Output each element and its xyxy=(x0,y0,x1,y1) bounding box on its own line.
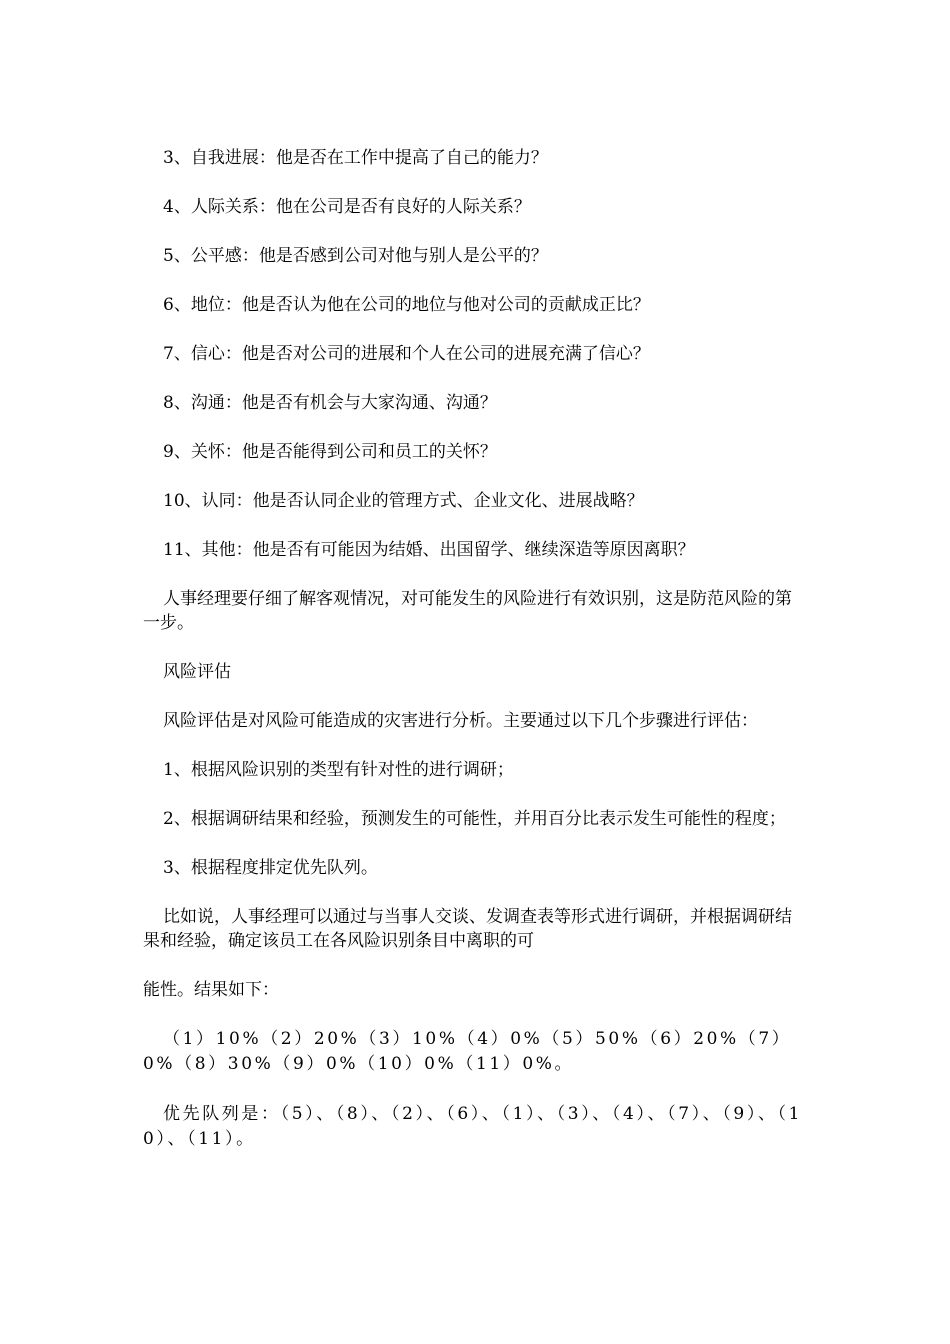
list-item: 4、人际关系：他在公司是否有良好的人际关系？ xyxy=(163,197,531,217)
section-heading: 风险评估 xyxy=(163,662,231,682)
list-item: 6、地位：他是否认为他在公司的地位与他对公司的贡献成正比？ xyxy=(163,295,650,315)
example-continuation: 能性。结果如下： xyxy=(143,980,279,1000)
list-item: 3、自我进展：他是否在工作中提高了自己的能力？ xyxy=(163,148,548,168)
list-item: 10、认同：他是否认同企业的管理方式、企业文化、进展战略？ xyxy=(163,491,644,511)
document-body xyxy=(143,146,808,1152)
list-item: 11、其他：他是否有可能因为结婚、出国留学、继续深造等原因离职？ xyxy=(163,540,695,560)
list-item: 9、关怀：他是否能得到公司和员工的关怀？ xyxy=(163,442,497,462)
list-item: 5、公平感：他是否感到公司对他与别人是公平的？ xyxy=(163,246,548,266)
list-item: 8、沟通：他是否有机会与大家沟通、沟通？ xyxy=(163,393,497,413)
step-item: 2、根据调研结果和经验，预测发生的可能性，并用百分比表示发生可能性的程度； xyxy=(163,809,786,829)
step-item: 3、根据程度排定优先队列。 xyxy=(163,858,378,878)
identification-note: 人事经理要仔细了解客观情况，对可能发生的风险进行有效识别，这是防范风险的第一步。 xyxy=(143,589,792,633)
list-item: 7、信心：他是否对公司的进展和个人在公司的进展充满了信心？ xyxy=(163,344,650,364)
results-paragraph: （1）10%（2）20%（3）10%（4）0%（5）50%（6）20%（7）0%（8）30%（9）0%（10）0%（11）0%。 xyxy=(143,1029,792,1074)
assessment-intro: 风险评估是对风险可能造成的灾害进行分析。主要通过以下几个步骤进行评估： xyxy=(163,711,758,731)
example-paragraph: 比如说，人事经理可以通过与当事人交谈、发调查表等形式进行调研，并根据调研结果和经验，确定该员工在各风险识别条目中离职的可 xyxy=(143,907,792,951)
step-item: 1、根据风险识别的类型有针对性的进行调研； xyxy=(163,760,514,780)
priority-paragraph: 优先队列是：（5）、（8）、（2）、（6）、（1）、（3）、（4）、（7）、（9）、（10）、（11）。 xyxy=(143,1104,803,1149)
